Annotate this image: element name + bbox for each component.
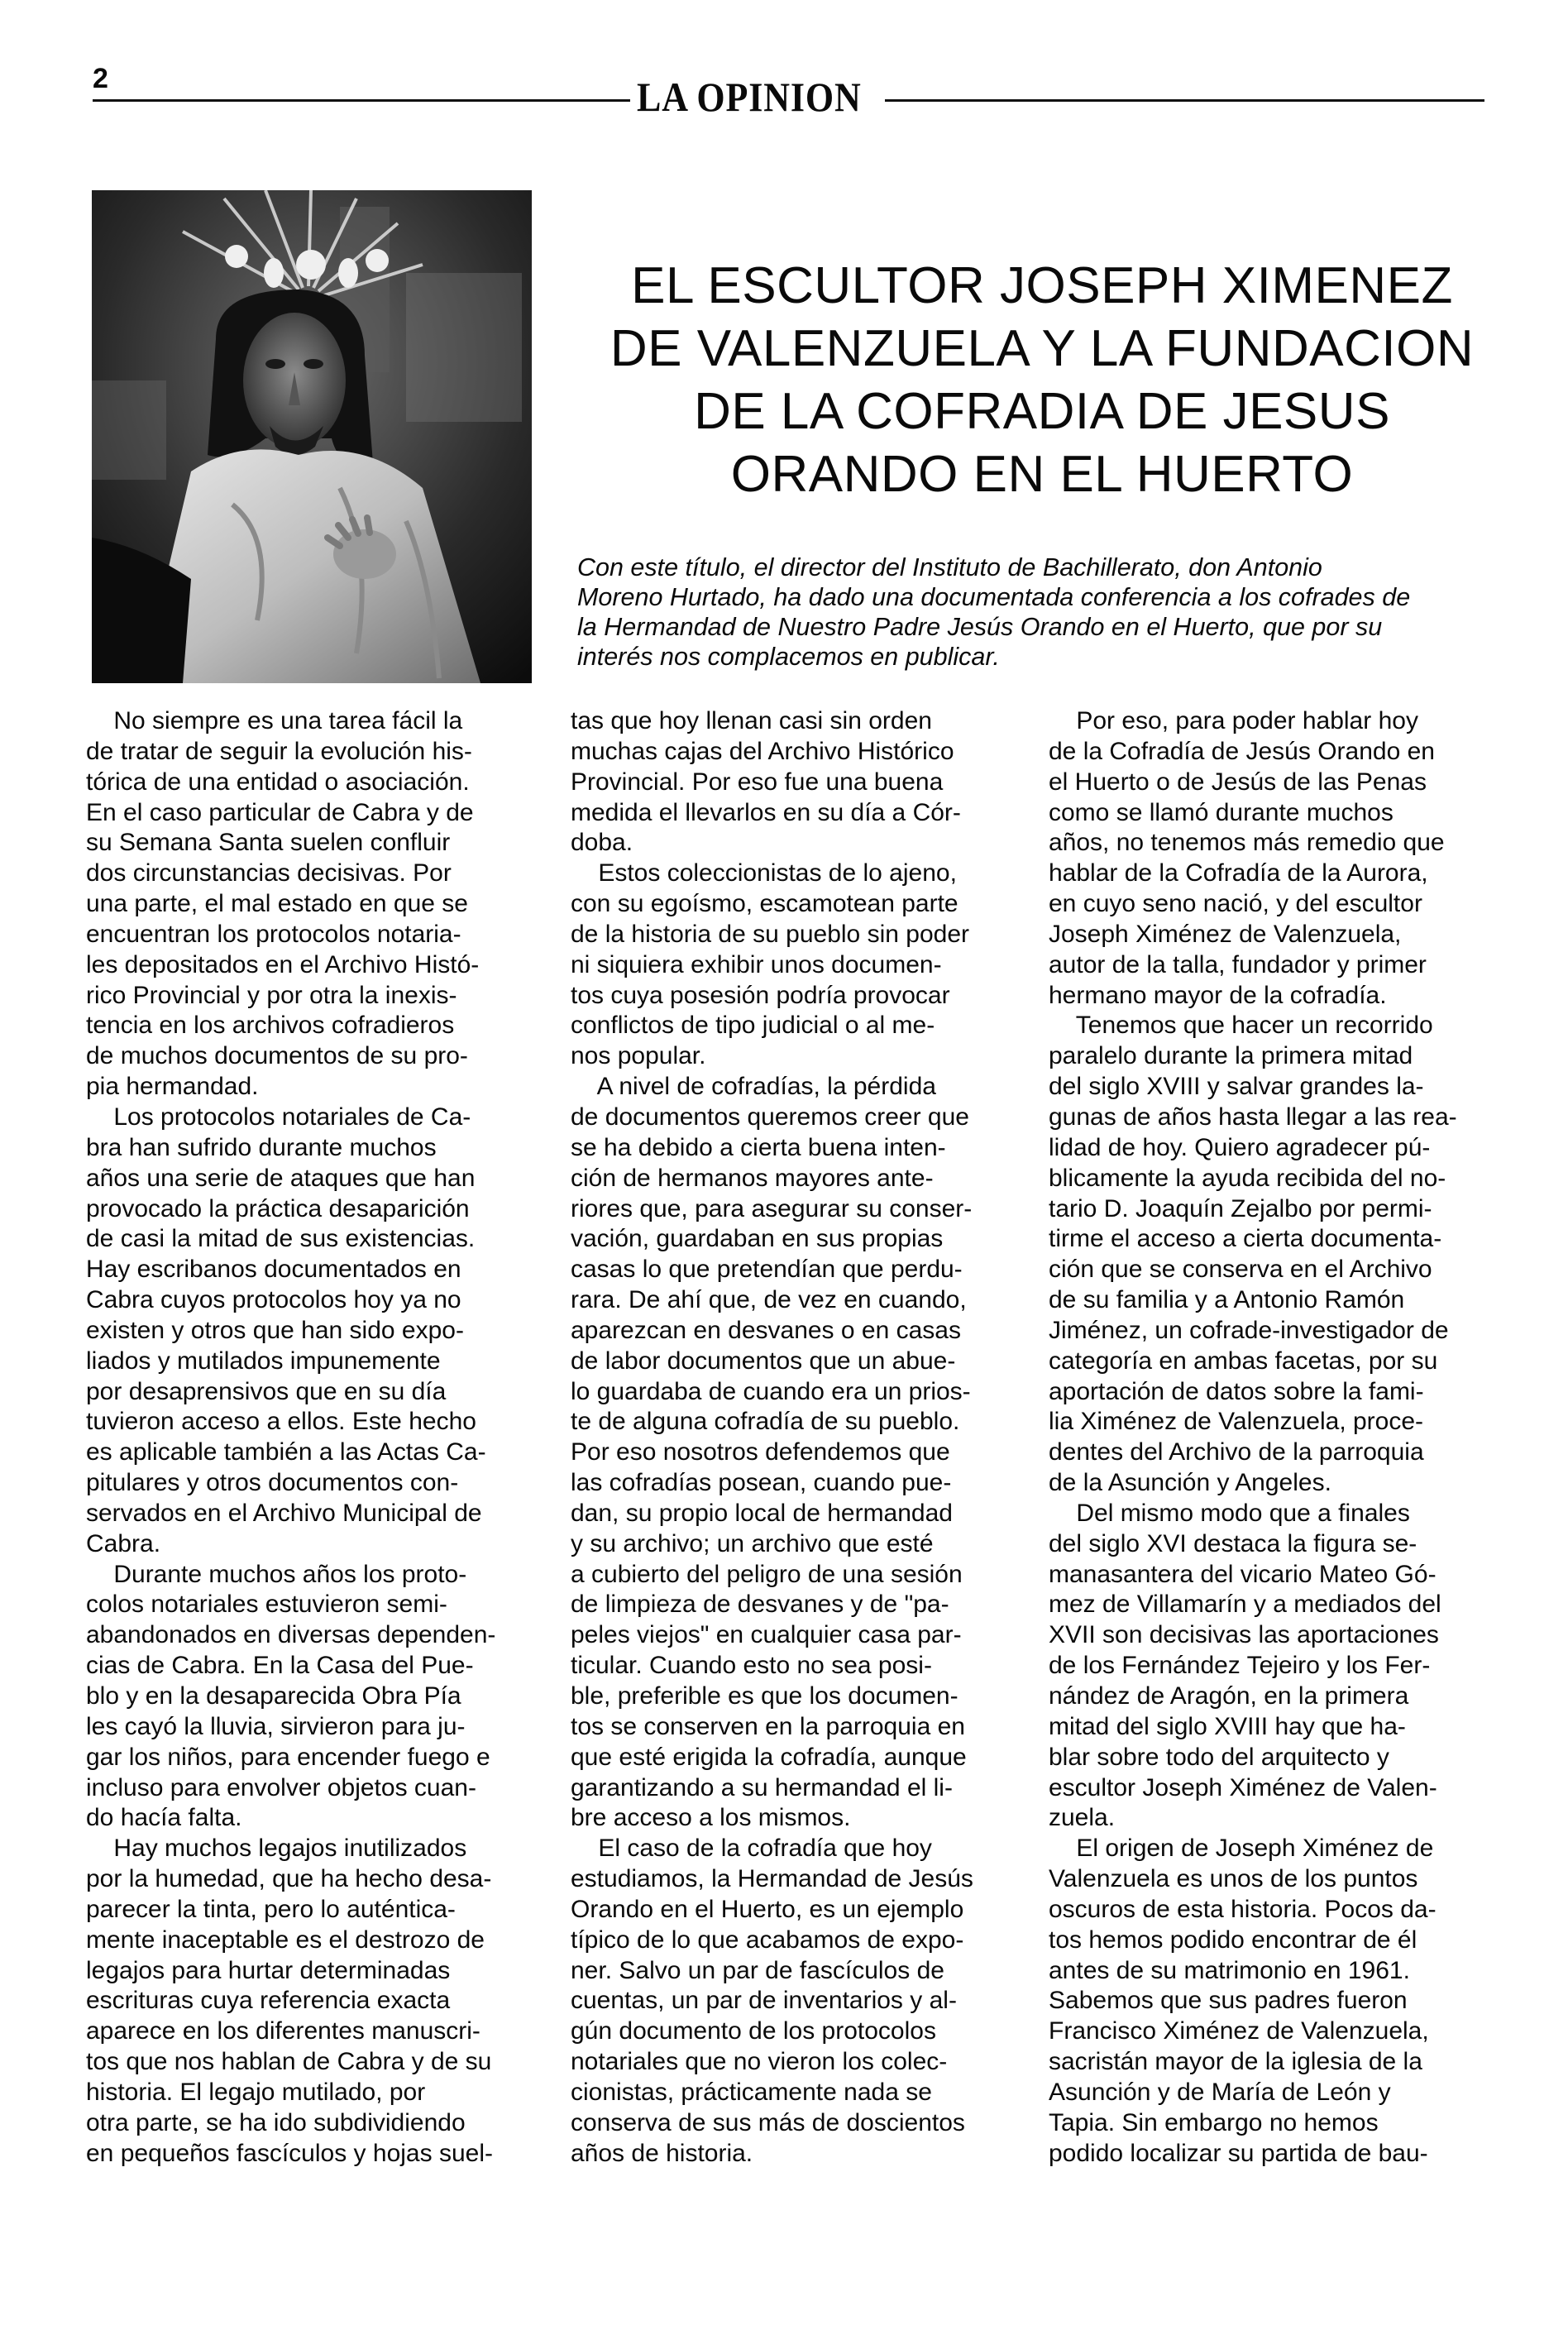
body-text-line: garantizando a su hermandad el li- (571, 1773, 953, 1801)
body-text-line: típico de lo que acabamos de expo- (571, 1926, 964, 1954)
body-text-line: mez de Villamarín y a mediados del (1049, 1591, 1441, 1619)
body-text-line: en pequeños fascículos y hojas suel- (86, 2139, 493, 2167)
body-text-line: parecer la tinta, pero lo auténtica- (86, 1895, 456, 1923)
body-text-line: como se llamó durante muchos (1049, 798, 1394, 826)
body-text-line: riores que, para asegurar su conser- (571, 1194, 973, 1222)
body-text-line: del siglo XVIII y salvar grandes la- (1049, 1073, 1424, 1101)
body-text-line: aportación de datos sobre la fami- (1049, 1377, 1424, 1405)
body-text-line: dos circunstancias decisivas. Por (86, 859, 452, 887)
header-rule-right (885, 99, 1484, 102)
article-column-2 (571, 706, 1011, 2170)
body-text-line: podido localizar su partida de bau- (1049, 2139, 1428, 2167)
body-text-line: y su archivo; un archivo que esté (571, 1529, 934, 1557)
body-text-line: estudiamos, la Hermandad de Jesús (571, 1865, 973, 1893)
article-column-1 (86, 706, 526, 2170)
body-text-line: do hacía falta. (86, 1804, 242, 1832)
body-text-line: de la historia de su pueblo sin poder (571, 920, 969, 948)
body-text-line: tencia en los archivos cofradieros (86, 1012, 455, 1040)
body-text-line: del siglo XVI destaca la figura se- (1049, 1529, 1417, 1557)
body-text-line: No siempre es una tarea fácil la (86, 707, 463, 734)
body-text-line: tirme el acceso a cierta documenta- (1049, 1225, 1442, 1253)
headline-line: DE VALENZUELA Y LA FUNDACION (610, 320, 1475, 377)
body-text-line: El caso de la cofradía que hoy (571, 1835, 932, 1863)
body-text-line: les depositados en el Archivo Histó- (86, 950, 480, 978)
body-text-line: Hay escribanos documentados en (86, 1256, 461, 1284)
photo-illustration (92, 190, 532, 683)
article-column-3 (1049, 706, 1489, 2170)
body-text-line: Estos coleccionistas de lo ajeno, (571, 859, 957, 887)
body-text-line: de su familia y a Antonio Ramón (1049, 1286, 1405, 1314)
body-text-line: bre acceso a los mismos. (571, 1804, 851, 1832)
body-text-line: Sabemos que sus padres fueron (1049, 1987, 1408, 2015)
body-text-line: En el caso particular de Cabra y de (86, 798, 474, 826)
body-text-line: hermano mayor de la cofradía. (1049, 981, 1387, 1009)
body-text-line: rara. De ahí que, de vez en cuando, (571, 1286, 967, 1314)
body-text-line: años de historia. (571, 2139, 753, 2167)
body-text-line: nos popular. (571, 1042, 706, 1070)
body-text-line: XVII son decisivas las aportaciones (1049, 1621, 1439, 1649)
body-text-line: en cuyo seno nació, y del escultor (1049, 890, 1422, 918)
body-text-line: zuela. (1049, 1804, 1116, 1832)
body-text-line: peles viejos" en cualquier casa par- (571, 1621, 962, 1649)
body-text-line: cias de Cabra. En la Casa del Pue- (86, 1652, 474, 1680)
body-text-line: de los Fernández Tejeiro y los Fer- (1049, 1652, 1431, 1680)
body-text-line: provocado la práctica desaparición (86, 1194, 470, 1222)
body-text-line: Joseph Ximénez de Valenzuela, (1049, 920, 1402, 948)
body-text-line: conserva de sus más de doscientos (571, 2108, 965, 2136)
body-text-line: bra han sufrido durante muchos (86, 1133, 437, 1161)
article-headline (571, 255, 1513, 506)
body-text-line: tos se conserven en la parroquia en (571, 1712, 965, 1740)
body-text-line: vación, guardaban en sus propias (571, 1225, 944, 1253)
body-text-line: Francisco Ximénez de Valenzuela, (1049, 2017, 1429, 2045)
body-text-line: ble, preferible es que los documen- (571, 1682, 958, 1710)
body-text-line: rico Provincial y por otra la inexis- (86, 981, 457, 1009)
body-text-line: es aplicable también a las Actas Ca- (86, 1438, 486, 1466)
body-text-line: pia hermandad. (86, 1073, 259, 1101)
body-text-line: lo guardaba de cuando era un prios- (571, 1377, 971, 1405)
body-text-line: de casi la mitad de sus existencias. (86, 1225, 476, 1253)
body-text-line: Por eso, para poder hablar hoy (1049, 707, 1418, 734)
body-text-line: dan, su propio local de hermandad (571, 1499, 953, 1527)
body-text-line: sacristán mayor de la iglesia de la (1049, 2048, 1422, 2076)
body-text-line: Del mismo modo que a finales (1049, 1499, 1410, 1527)
body-text-line: años, no tenemos más remedio que (1049, 829, 1445, 857)
intro-line: interés nos complacemos en publicar. (577, 643, 1000, 671)
body-text-line: a cubierto del peligro de una sesión (571, 1560, 963, 1588)
body-text-line: por la humedad, que ha hecho desa- (86, 1865, 492, 1893)
headline-line: EL ESCULTOR JOSEPH XIMENEZ (631, 257, 1453, 314)
body-text-line: doba. (571, 829, 633, 857)
body-text-line: su Semana Santa suelen confluir (86, 829, 451, 857)
publication-masthead: LA OPINION (637, 74, 862, 120)
body-text-line: se ha debido a cierta buena inten- (571, 1133, 946, 1161)
body-text-line: Por eso nosotros defendemos que (571, 1438, 950, 1466)
body-text-line: incluso para envolver objetos cuan- (86, 1773, 476, 1801)
religious-statue-photo (92, 190, 532, 683)
intro-line: Con este título, el director del Instituto de Bachillerato, don Antonio (577, 553, 1322, 581)
body-text-line: aparece en los diferentes manuscri- (86, 2017, 480, 2045)
body-text-line: las cofradías posean, cuando pue- (571, 1469, 952, 1497)
body-text-line: una parte, el mal estado en que se (86, 890, 468, 918)
body-text-line: mitad del siglo XVIII hay que ha- (1049, 1712, 1406, 1740)
body-text-line: Cabra cuyos protocolos hoy ya no (86, 1286, 461, 1314)
body-text-line: lidad de hoy. Quiero agradecer pú- (1049, 1133, 1431, 1161)
body-text-line: ción que se conserva en el Archivo (1049, 1256, 1432, 1284)
body-text-line: gar los niños, para encender fuego e (86, 1743, 490, 1771)
body-text-line: Asunción y de María de León y (1049, 2078, 1391, 2106)
body-text-line: Orando en el Huerto, es un ejemplo (571, 1895, 964, 1923)
body-text-line: abandonados en diversas dependen- (86, 1621, 496, 1649)
body-text-line: escultor Joseph Ximénez de Valen- (1049, 1773, 1437, 1801)
body-text-line: cuentas, un par de inventarios y al- (571, 1987, 957, 2015)
body-text-line: nández de Aragón, en la primera (1049, 1682, 1409, 1710)
body-text-line: tórica de una entidad o asociación. (86, 768, 470, 796)
body-text-line: tos hemos podido encontrar de él (1049, 1926, 1417, 1954)
intro-line: Moreno Hurtado, ha dado una documentada conferencia a los cofrades de (577, 583, 1411, 611)
body-text-line: legajos para hurtar determinadas (86, 1956, 451, 1984)
body-text-line: blar sobre todo del arquitecto y (1049, 1743, 1389, 1771)
body-text-line: blo y en la desaparecida Obra Pía (86, 1682, 461, 1710)
body-text-line: que esté erigida la cofradía, aunque (571, 1743, 967, 1771)
body-text-line: de tratar de seguir la evolución his- (86, 737, 472, 765)
body-text-line: notariales que no vieron los colec- (571, 2048, 948, 2076)
body-text-line: Cabra. (86, 1529, 161, 1557)
body-text-line: muchas cajas del Archivo Histórico (571, 737, 954, 765)
intro-line: la Hermandad de Nuestro Padre Jesús Orando en el Huerto, que por su (577, 613, 1383, 641)
body-text-line: años una serie de ataques que han (86, 1164, 476, 1192)
body-text-line: gún documento de los protocolos (571, 2017, 936, 2045)
body-text-line: tos que nos hablan de Cabra y de su (86, 2048, 492, 2076)
headline-line: DE LA COFRADIA DE JESUS (694, 383, 1390, 440)
body-text-line: medida el llevarlos en su día a Cór- (571, 798, 961, 826)
body-text-line: Durante muchos años los proto- (86, 1560, 467, 1588)
body-text-line: A nivel de cofradías, la pérdida (571, 1073, 936, 1101)
body-text-line: mente inaceptable es el destrozo de (86, 1926, 485, 1954)
body-text-line: casas lo que pretendían que perdu- (571, 1256, 963, 1284)
body-text-line: les cayó la lluvia, sirvieron para ju- (86, 1712, 466, 1740)
body-text-line: ticular. Cuando esto no sea posi- (571, 1652, 932, 1680)
body-text-line: por desaprensivos que en su día (86, 1377, 447, 1405)
body-text-line: escrituras cuya referencia exacta (86, 1987, 451, 2015)
body-text-line: categoría en ambas facetas, por su (1049, 1347, 1438, 1375)
body-text-line: colos notariales estuvieron semi- (86, 1591, 447, 1619)
body-text-line: tos cuya posesión podría provocar (571, 981, 950, 1009)
body-text-line: de la Asunción y Angeles. (1049, 1469, 1331, 1497)
body-text-line: Hay muchos legajos inutilizados (86, 1835, 467, 1863)
body-text-line: Tenemos que hacer un recorrido (1049, 1012, 1433, 1040)
body-text-line: tas que hoy llenan casi sin orden (571, 707, 932, 734)
body-text-line: gunas de años hasta llegar a las rea- (1049, 1103, 1457, 1131)
body-text-line: te de alguna cofradía de su pueblo. (571, 1408, 960, 1436)
body-text-line: manasantera del vicario Mateo Gó- (1049, 1560, 1437, 1588)
body-text-line: Provincial. Por eso fue una buena (571, 768, 944, 796)
body-text-line: tuvieron acceso a ellos. Este hecho (86, 1408, 476, 1436)
body-text-line: Valenzuela es unos de los puntos (1049, 1865, 1418, 1893)
body-text-line: Tapia. Sin embargo no hemos (1049, 2108, 1379, 2136)
body-text-line: oscuros de esta historia. Pocos da- (1049, 1895, 1437, 1923)
body-text-line: de documentos queremos creer que (571, 1103, 969, 1131)
body-text-line: antes de su matrimonio en 1961. (1049, 1956, 1410, 1984)
body-text-line: servados en el Archivo Municipal de (86, 1499, 482, 1527)
body-text-line: de la Cofradía de Jesús Orando en (1049, 737, 1435, 765)
body-text-line: tario D. Joaquín Zejalbo por permi- (1049, 1194, 1432, 1222)
body-text-line: pitulares y otros documentos con- (86, 1469, 459, 1497)
body-text-line: el Huerto o de Jesús de las Penas (1049, 768, 1427, 796)
headline-line: ORANDO EN EL HUERTO (730, 446, 1354, 503)
body-text-line: cionistas, prácticamente nada se (571, 2078, 932, 2106)
body-text-line: hablar de la Cofradía de la Aurora, (1049, 859, 1428, 887)
body-text-line: lia Ximénez de Valenzuela, proce- (1049, 1408, 1424, 1436)
body-text-line: con su egoísmo, escamotean parte (571, 890, 958, 918)
body-text-line: aparezcan en desvanes o en casas (571, 1316, 961, 1344)
body-text-line: dentes del Archivo de la parroquia (1049, 1438, 1424, 1466)
body-text-line: encuentran los protocolos notaria- (86, 920, 461, 948)
body-text-line: otra parte, se ha ido subdividiendo (86, 2108, 466, 2136)
body-text-line: ción de hermanos mayores ante- (571, 1164, 934, 1192)
body-text-line: Los protocolos notariales de Ca- (86, 1103, 471, 1131)
body-text-line: de labor documentos que un abue- (571, 1347, 956, 1375)
body-text-line: ni siquiera exhibir unos documen- (571, 950, 942, 978)
body-text-line: liados y mutilados impunemente (86, 1347, 441, 1375)
body-text-line: ner. Salvo un par de fascículos de (571, 1956, 944, 1984)
body-text-line: paralelo durante la primera mitad (1049, 1042, 1413, 1070)
body-text-line: existen y otros que han sido expo- (86, 1316, 464, 1344)
article-intro (577, 553, 1494, 672)
body-text-line: Jiménez, un cofrade-investigador de (1049, 1316, 1449, 1344)
body-text-line: historia. El legajo mutilado, por (86, 2078, 426, 2106)
header-rule-left (93, 99, 630, 102)
body-text-line: de muchos documentos de su pro- (86, 1042, 468, 1070)
body-text-line: blicamente la ayuda recibida del no- (1049, 1164, 1446, 1192)
body-text-line: autor de la talla, fundador y primer (1049, 950, 1427, 978)
body-text-line: El origen de Joseph Ximénez de (1049, 1835, 1434, 1863)
body-text-line: de limpieza de desvanes y de "pa- (571, 1591, 949, 1619)
body-text-line: conflictos de tipo judicial o al me- (571, 1012, 935, 1040)
page-number: 2 (93, 63, 108, 94)
